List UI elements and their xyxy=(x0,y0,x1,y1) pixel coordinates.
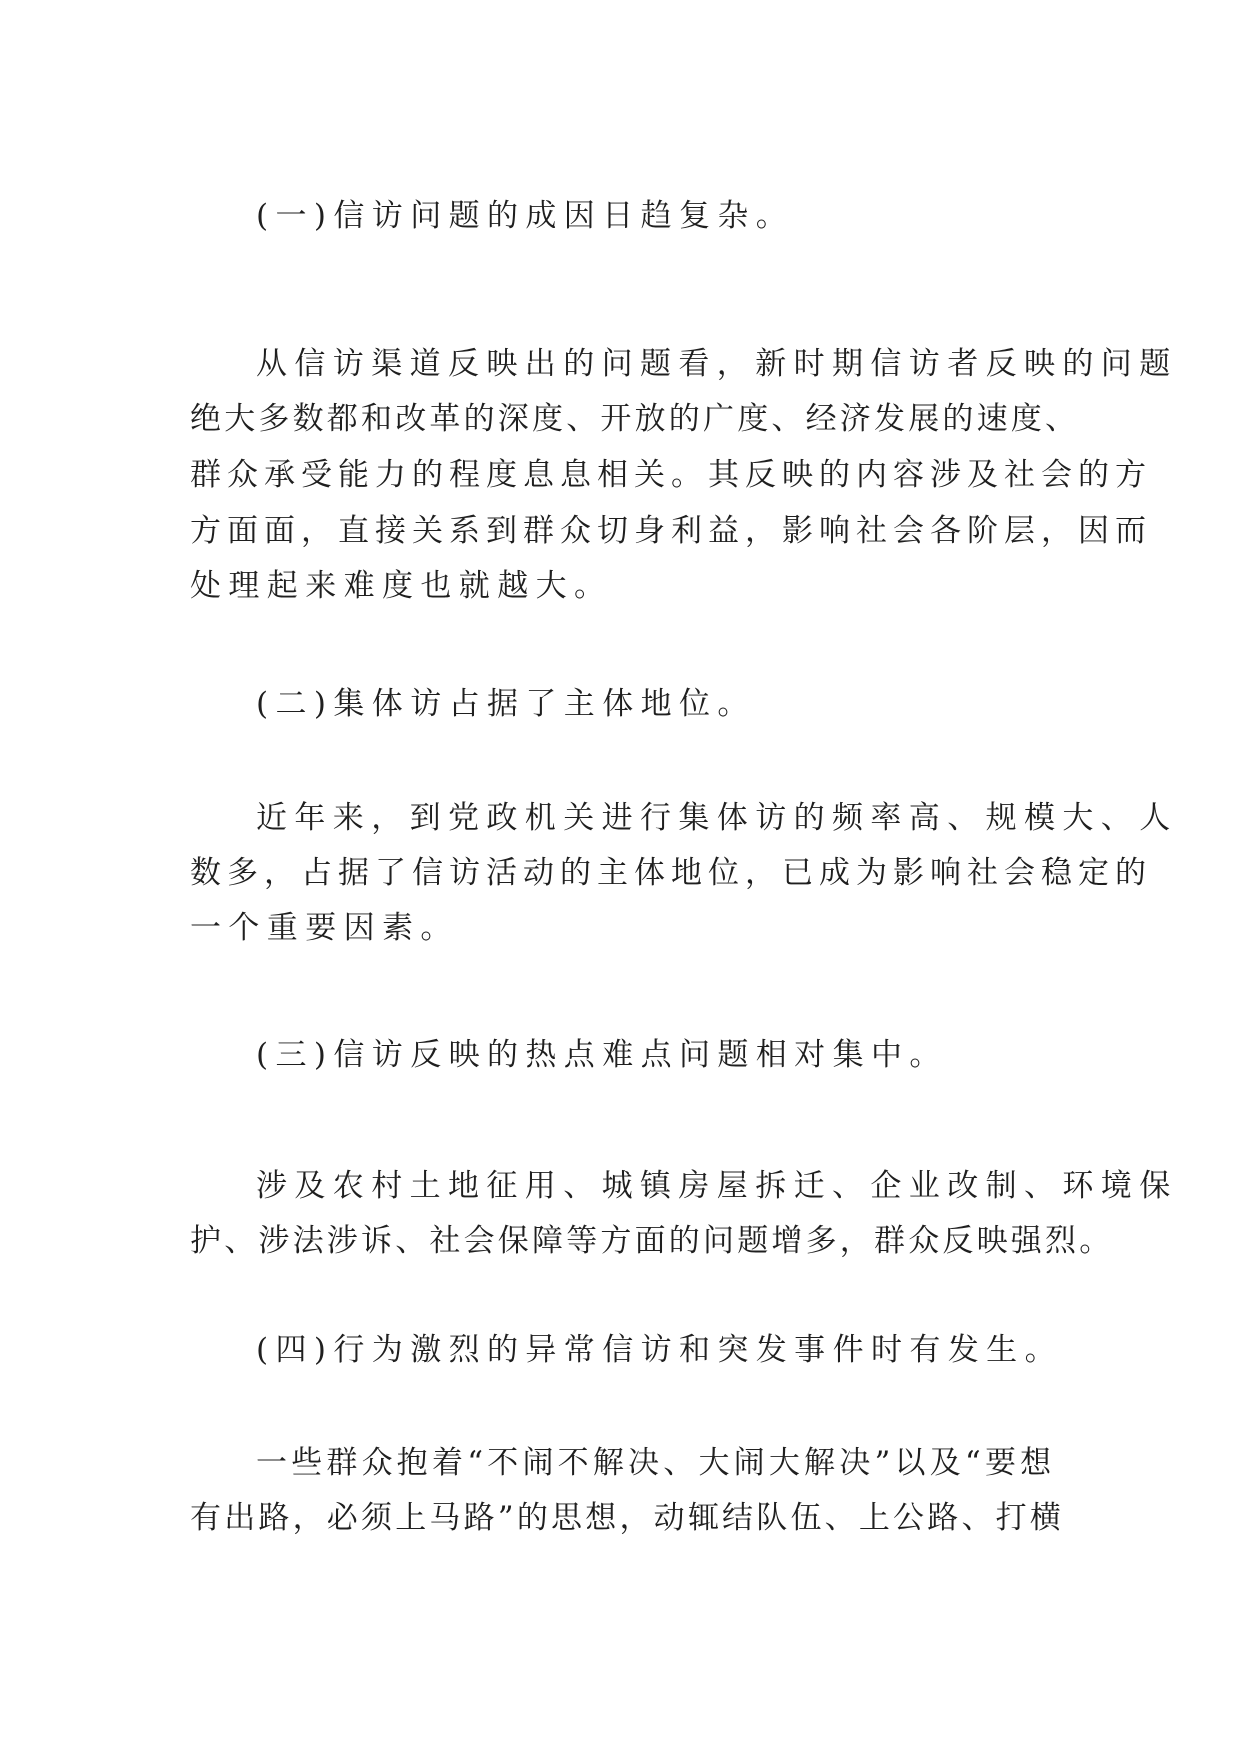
paragraph-line: 绝大多数都和改革的深度、开放的广度、经济发展的速度、 xyxy=(190,401,1080,437)
section-heading-4: (四)行为激烈的异常信访和突发事件时有发生。 xyxy=(256,1332,1063,1368)
paragraph-line: 群众承受能力的程度息息相关。其反映的内容涉及社会的方 xyxy=(190,457,1152,493)
paragraph-line: 一个重要因素。 xyxy=(190,910,459,946)
paragraph-line: 有出路，必须上马路”的思想，动辄结队伍、上公路、打横 xyxy=(190,1500,1065,1536)
paragraph-line: 护、涉法涉诉、社会保障等方面的问题增多，群众反映强烈。 xyxy=(190,1223,1114,1259)
paragraph-line: 处理起来难度也就越大。 xyxy=(190,568,613,604)
paragraph-line: 从信访渠道反映出的问题看，新时期信访者反映的问题 xyxy=(256,346,1178,382)
paragraph-line: 一些群众抱着“不闹不解决、大闹大解决”以及“要想 xyxy=(256,1445,1056,1481)
paragraph-line: 数多，占据了信访活动的主体地位，已成为影响社会稳定的 xyxy=(190,855,1152,891)
paragraph-line: 涉及农村土地征用、城镇房屋拆迁、企业改制、环境保 xyxy=(256,1168,1178,1204)
paragraph-line: 近年来，到党政机关进行集体访的频率高、规模大、人 xyxy=(256,800,1178,836)
section-heading-3: (三)信访反映的热点难点问题相对集中。 xyxy=(256,1037,948,1073)
paragraph-line: 方面面，直接关系到群众切身利益，影响社会各阶层，因而 xyxy=(190,513,1152,549)
section-heading-2: (二)集体访占据了主体地位。 xyxy=(256,686,756,722)
section-heading-1: (一)信访问题的成因日趋复杂。 xyxy=(256,198,795,234)
